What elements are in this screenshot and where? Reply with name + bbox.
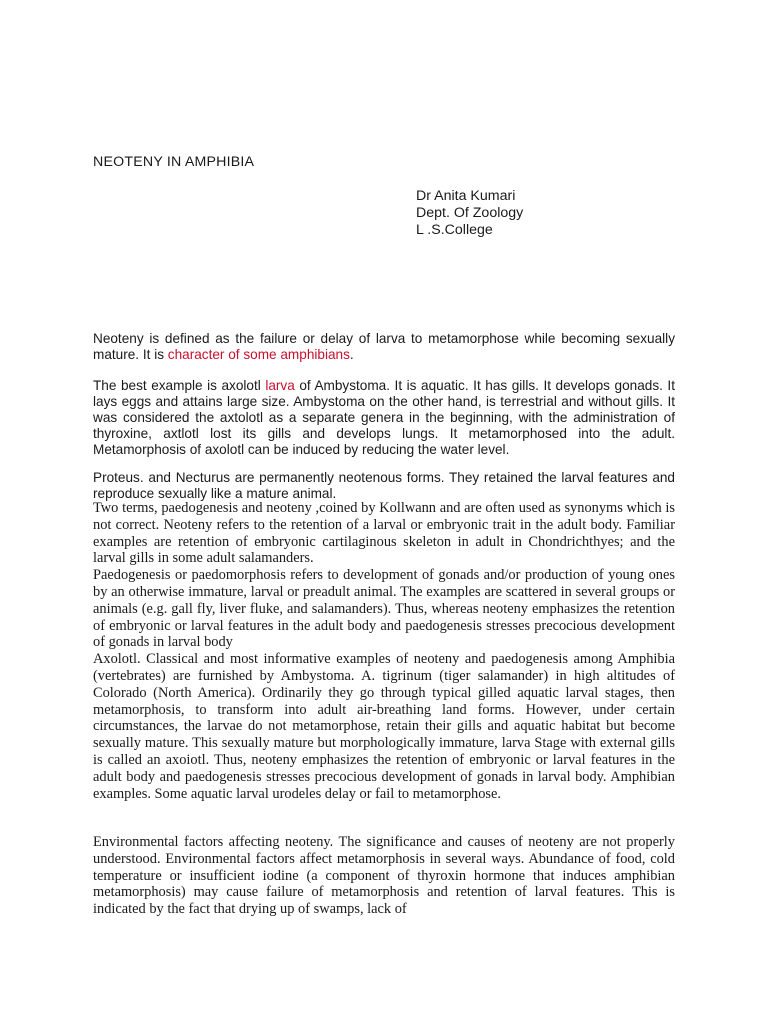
author-institution: L .S.College [416,222,493,238]
paragraph-paedogenesis: Paedogenesis or paedomorphosis refers to development of gonads and/or production of young ones by an otherwise immature, larval or preadult animal. The examples are scattered in several groups or animals (e.g. gall fly, liver fluke, and salamanders). Thus, whereas neoteny emphasizes the retention of embryonic or larval features in the adult body and paedogenesis stresses precocious development of gonads in larval body [93,567,675,651]
amphibians-link[interactable]: character of some amphibians [167,347,350,362]
paragraph-axolotl-examples: Axolotl. Classical and most informative examples of neoteny and paedogenesis among Amphibia (vertebrates) are furnished by Ambystoma. A. tigrinum (tiger salamander) in high altitudes of Colorado (North America). Ordinarily they go through typical gilled aquatic larval stages, then metamorphosis, to transform into adult air-breathing land forms. However, under certain circumstances, the larvae do not metamorphose, retain their gills and aquatic habitat but become sexually mature. This sexually mature but morphologically immature, larva Stage with external gills is called an axoiotl. Thus, neoteny emphasizes the retention of embryonic or larval features in the adult body and paedogenesis stresses precocious development of gonads in larval body. Amphibian examples. Some aquatic larval urodeles delay or fail to metamorphose. [93,651,675,802]
author-department: Dept. Of Zoology [416,205,524,221]
serif-section [93,500,675,802]
paragraph-terms: Two terms, paedogenesis and neoteny ,coined by Kollwann and are often used as synonyms which is not correct. Neoteny refers to the retention of a larval or embryonic trait in the adult body. Familiar examples are retention of embryonic cartilaginous skeleton in adult in Chondrichthyes; and the larval gills in some adult salamanders. [93,500,675,567]
paragraph-text: Neoteny is defined as the failure or delay of larva to metamorphose while becoming sexually mature. It is [93,331,675,362]
larva-link[interactable]: larva [265,378,295,393]
author-name: Dr Anita Kumari [416,188,516,204]
paragraph-text: . [349,347,354,362]
paragraph-text: of Ambystoma. It is aquatic. It has gills. It develops gonads. It lays eggs and attains large size. Ambystoma on the other hand, is terrestrial and without gills. It was considered the axtolotl as a separate genera in the beginning, with the administration of thyroxine, axtlotl lost its gills and develops lungs. It metamorphosed into the adult. Metamorphosis of axolotl can be induced by reducing the water level. [93,378,675,457]
author-block [416,188,523,239]
document-title: NEOTENY IN AMPHIBIA [93,154,255,170]
paragraph-definition [93,331,675,363]
paragraph-axolotl [93,378,675,458]
paragraph-text: The best example is axolotl [93,378,266,393]
paragraph-proteus: Proteus. and Necturus are permanently neotenous forms. They retained the larval features and reproduce sexually like a mature animal. [93,470,675,501]
paragraph-environmental: Environmental factors affecting neoteny. The significance and causes of neoteny are not properly understood. Environmental factors affect metamorphosis in several ways. Abundance of food, cold temperature or insufficient iodine (a component of thyroxin hormone that induces amphibian metamorphosis) may cause failure of metamorphosis and retention of larval features. This is indicated by the fact that drying up of swamps, lack of [93,834,675,918]
